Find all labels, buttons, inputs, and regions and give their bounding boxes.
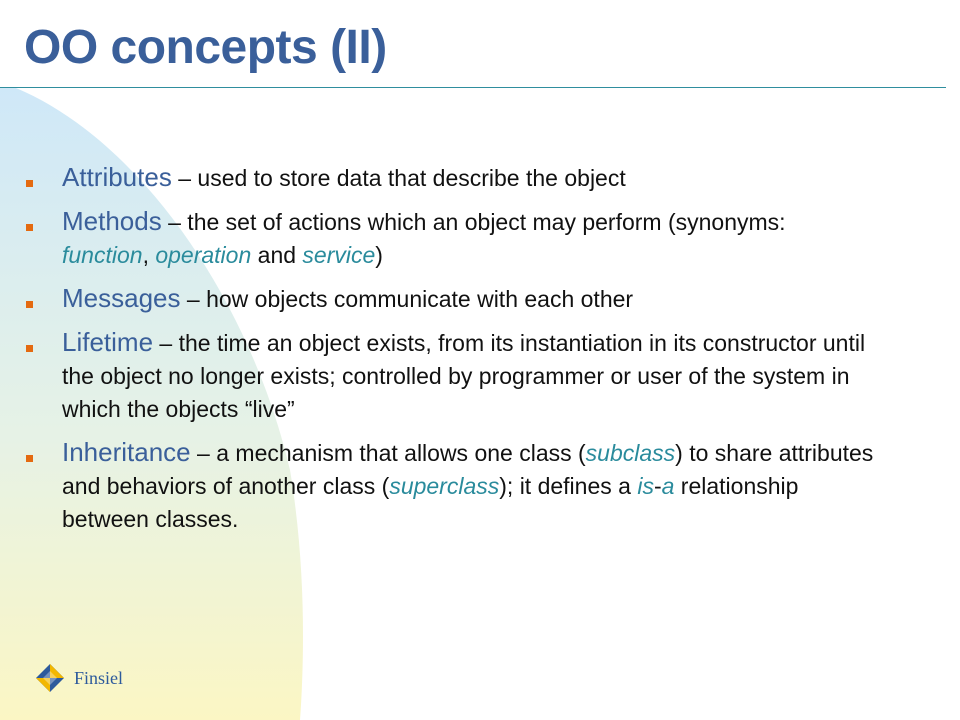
- bullet-emphasis: function: [62, 242, 143, 268]
- bullet-emphasis: is: [637, 473, 654, 499]
- bullet-item: [26, 161, 876, 195]
- bullet-emphasis: superclass: [389, 473, 500, 499]
- bullet-emphasis: service: [302, 242, 376, 268]
- slide-title: OO concepts (II): [24, 21, 387, 74]
- bullet-text: ): [375, 242, 383, 268]
- bullet-marker-icon: [26, 224, 33, 231]
- bullet-term: Attributes: [62, 162, 172, 192]
- bullet-term: Methods: [62, 206, 162, 236]
- bullet-emphasis: a: [661, 473, 675, 499]
- bullet-item: [26, 436, 876, 536]
- bullet-text: ,: [142, 242, 156, 268]
- bullet-text: – the set of actions which an object may perform (synonyms:: [161, 209, 786, 235]
- bullet-marker-icon: [26, 345, 33, 352]
- bullet-emphasis: subclass: [585, 440, 676, 466]
- bullet-text: -: [653, 473, 662, 499]
- bullet-text: and: [251, 242, 303, 268]
- bullet-text: ) to share attributes and behaviors of another class (: [62, 440, 874, 499]
- bullet-text: relationship between classes.: [62, 473, 799, 532]
- bullet-text: – how objects communicate with each other: [180, 286, 634, 312]
- bullet-marker-icon: [26, 180, 33, 187]
- bullet-item: [26, 205, 876, 272]
- bullet-marker-icon: [26, 301, 33, 308]
- bullet-text: – the time an object exists, from its instantiation in its constructor until the object no longer exists; controlled by programmer or user of the system in which the objects “live”: [62, 330, 866, 422]
- bullet-text: – used to store data that describe the object: [171, 165, 626, 191]
- bullet-item: [26, 282, 876, 316]
- logo-wordmark: Finsiel: [74, 667, 124, 688]
- bullet-term: Inheritance: [62, 437, 191, 467]
- bullet-marker-icon: [26, 455, 33, 462]
- title-divider: [0, 87, 946, 88]
- bullet-text: – a mechanism that allows one class (: [190, 440, 586, 466]
- bullet-term: Lifetime: [62, 327, 154, 357]
- bullet-emphasis: operation: [155, 242, 252, 268]
- bullet-text: ); it defines a: [499, 473, 638, 499]
- bullet-term: Messages: [62, 283, 181, 313]
- finsiel-diamond-logo-icon: [34, 662, 66, 694]
- company-logo: [34, 662, 123, 694]
- bullet-item: [26, 326, 876, 426]
- bullet-list: [26, 161, 876, 546]
